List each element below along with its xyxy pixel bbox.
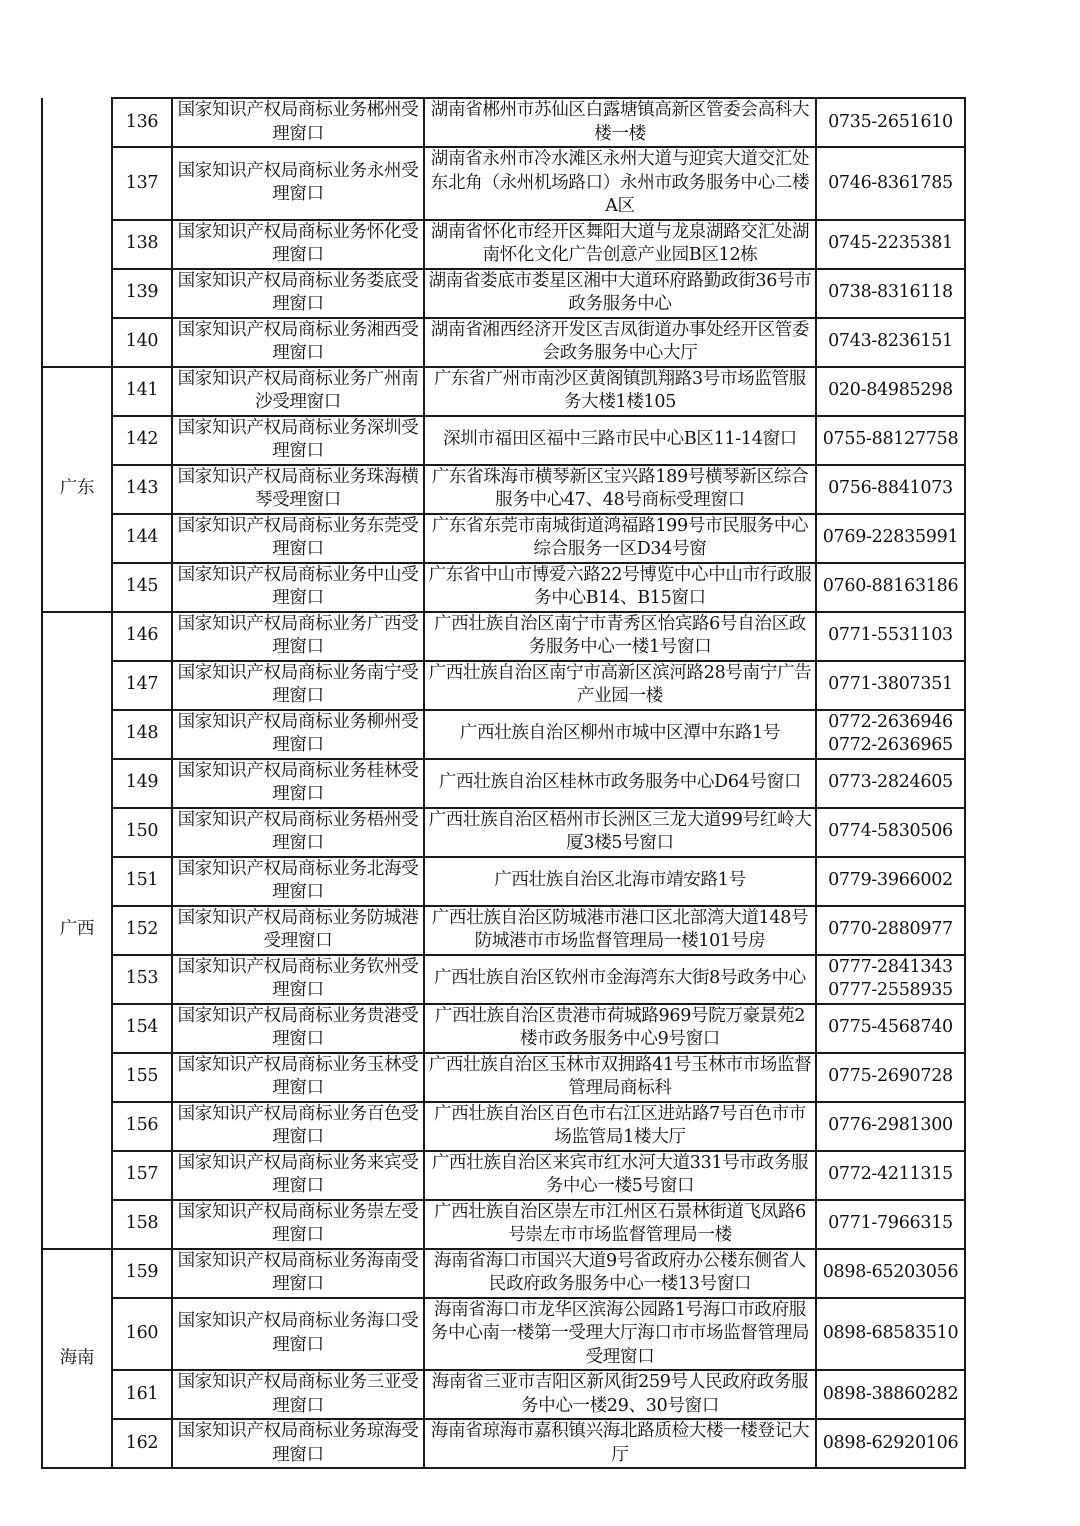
phone-number: 0746-8361785 bbox=[828, 172, 953, 193]
phone-cell bbox=[816, 1419, 965, 1468]
phone-number: 020-84985298 bbox=[828, 380, 953, 401]
phone-cell bbox=[816, 269, 965, 318]
office-name-cell: 国家知识产权局商标业务广西受理窗口 bbox=[172, 612, 424, 661]
phone-number: 0775-4568740 bbox=[828, 1017, 953, 1038]
address-cell: 湖南省湘西经济开发区吉凤街道办事处经开区管委会政务服务中心大厅 bbox=[424, 318, 816, 367]
phone-number: 0898-38860282 bbox=[822, 1383, 959, 1404]
address-cell: 广东省东莞市南城街道鸿福路199号市民服务中心综合服务一区D34号窗 bbox=[424, 514, 816, 563]
row-number-cell: 160 bbox=[112, 1298, 172, 1371]
address-cell: 广西壮族自治区崇左市江州区石景林街道飞凤路6号崇左市市场监督管理局一楼 bbox=[424, 1200, 816, 1249]
phone-cell bbox=[816, 808, 965, 857]
office-name-cell: 国家知识产权局商标业务钦州受理窗口 bbox=[172, 955, 424, 1004]
phone-number: 0771-3807351 bbox=[828, 674, 953, 695]
table-body bbox=[42, 98, 965, 1468]
table-row bbox=[42, 465, 965, 514]
phone-cell bbox=[816, 955, 965, 1004]
row-number-cell: 151 bbox=[112, 857, 172, 906]
office-name-cell: 国家知识产权局商标业务深圳受理窗口 bbox=[172, 416, 424, 465]
row-number-cell: 149 bbox=[112, 759, 172, 808]
row-number-cell: 148 bbox=[112, 710, 172, 759]
province-cell bbox=[42, 98, 112, 367]
office-name-cell: 国家知识产权局商标业务琼海受理窗口 bbox=[172, 1419, 424, 1468]
phone-number: 0760-88163186 bbox=[822, 576, 959, 597]
phone-cell bbox=[816, 1053, 965, 1102]
phone-cell bbox=[816, 514, 965, 563]
row-number-cell: 158 bbox=[112, 1200, 172, 1249]
address-cell: 广西壮族自治区北海市靖安路1号 bbox=[424, 857, 816, 906]
office-name-cell: 国家知识产权局商标业务梧州受理窗口 bbox=[172, 808, 424, 857]
address-cell: 海南省海口市国兴大道9号省政府办公楼东侧省人民政府政务服务中心一楼13号窗口 bbox=[424, 1249, 816, 1298]
table-row bbox=[42, 906, 965, 955]
row-number-cell: 156 bbox=[112, 1102, 172, 1151]
office-name-cell: 国家知识产权局商标业务怀化受理窗口 bbox=[172, 220, 424, 269]
office-name-cell: 国家知识产权局商标业务郴州受理窗口 bbox=[172, 98, 424, 147]
row-number-cell: 140 bbox=[112, 318, 172, 367]
table-row bbox=[42, 1298, 965, 1371]
row-number-cell: 146 bbox=[112, 612, 172, 661]
phone-cell bbox=[816, 906, 965, 955]
row-number-cell: 147 bbox=[112, 661, 172, 710]
row-number-cell: 138 bbox=[112, 220, 172, 269]
phone-number: 0756-8841073 bbox=[828, 478, 953, 499]
row-number-cell: 154 bbox=[112, 1004, 172, 1053]
office-name-cell: 国家知识产权局商标业务三亚受理窗口 bbox=[172, 1370, 424, 1419]
table-row bbox=[42, 857, 965, 906]
address-cell: 广东省广州市南沙区黄阁镇凯翔路3号市场监管服务大楼1楼105 bbox=[424, 367, 816, 416]
table-row bbox=[42, 367, 965, 416]
phone-cell bbox=[816, 759, 965, 808]
row-number-cell: 136 bbox=[112, 98, 172, 147]
row-number-cell: 162 bbox=[112, 1419, 172, 1468]
phone-cell bbox=[816, 563, 965, 612]
row-number-cell: 144 bbox=[112, 514, 172, 563]
table-row bbox=[42, 955, 965, 1004]
address-cell: 湖南省娄底市娄星区湘中大道环府路勤政街36号市政务服务中心 bbox=[424, 269, 816, 318]
table-row bbox=[42, 1004, 965, 1053]
table-row bbox=[42, 1200, 965, 1249]
office-name-cell: 国家知识产权局商标业务百色受理窗口 bbox=[172, 1102, 424, 1151]
office-name-cell: 国家知识产权局商标业务来宾受理窗口 bbox=[172, 1151, 424, 1200]
row-number-cell: 157 bbox=[112, 1151, 172, 1200]
phone-cell bbox=[816, 220, 965, 269]
address-cell: 广西壮族自治区玉林市双拥路41号玉林市市场监督管理局商标科 bbox=[424, 1053, 816, 1102]
row-number-cell: 153 bbox=[112, 955, 172, 1004]
phone-cell bbox=[816, 1151, 965, 1200]
office-name-cell: 国家知识产权局商标业务珠海横琴受理窗口 bbox=[172, 465, 424, 514]
office-name-cell: 国家知识产权局商标业务防城港受理窗口 bbox=[172, 906, 424, 955]
trademark-window-table bbox=[41, 97, 966, 1469]
address-cell: 海南省三亚市吉阳区新风街259号人民政府政务服务中心一楼29、30号窗口 bbox=[424, 1370, 816, 1419]
phone-number: 0775-2690728 bbox=[828, 1066, 953, 1087]
row-number-cell: 152 bbox=[112, 906, 172, 955]
phone-cell bbox=[816, 1298, 965, 1371]
table-row bbox=[42, 98, 965, 147]
address-cell: 海南省琼海市嘉积镇兴海北路质检大楼一楼登记大厅 bbox=[424, 1419, 816, 1468]
table-row bbox=[42, 269, 965, 318]
table-row bbox=[42, 710, 965, 759]
address-cell: 湖南省郴州市苏仙区白露塘镇高新区管委会高科大楼一楼 bbox=[424, 98, 816, 147]
phone-number: 0777-2558935 bbox=[828, 980, 953, 1000]
table-row bbox=[42, 563, 965, 612]
phone-number: 0776-2981300 bbox=[828, 1115, 953, 1136]
phone-number: 0743-8236151 bbox=[828, 331, 953, 352]
table-row bbox=[42, 612, 965, 661]
phone-number: 0777-2841343 bbox=[828, 956, 953, 977]
phone-cell bbox=[816, 1102, 965, 1151]
address-cell: 海南省海口市龙华区滨海公园路1号海口市政府服务中心南一楼第一受理大厅海口市市场监督管理局受理窗口 bbox=[424, 1298, 816, 1371]
province-cell: 海南 bbox=[42, 1249, 112, 1469]
table-row bbox=[42, 661, 965, 710]
address-cell: 广东省中山市博爱六路22号博览中心中山市行政服务中心B14、B15窗口 bbox=[424, 563, 816, 612]
phone-number: 0738-8316118 bbox=[828, 282, 953, 303]
phone-cell bbox=[816, 612, 965, 661]
address-cell: 广西壮族自治区柳州市城中区潭中东路1号 bbox=[424, 710, 816, 759]
phone-number: 0773-2824605 bbox=[828, 772, 953, 793]
phone-number: 0745-2235381 bbox=[828, 233, 953, 254]
table-row bbox=[42, 1370, 965, 1419]
address-cell: 广西壮族自治区贵港市荷城路969号院万豪景苑2楼市政务服务中心9号窗口 bbox=[424, 1004, 816, 1053]
office-name-cell: 国家知识产权局商标业务桂林受理窗口 bbox=[172, 759, 424, 808]
address-cell: 广西壮族自治区百色市右江区进站路7号百色市市场监管局1楼大厅 bbox=[424, 1102, 816, 1151]
row-number-cell: 159 bbox=[112, 1249, 172, 1298]
phone-cell bbox=[816, 367, 965, 416]
office-name-cell: 国家知识产权局商标业务娄底受理窗口 bbox=[172, 269, 424, 318]
province-cell: 广西 bbox=[42, 612, 112, 1249]
table-row bbox=[42, 1419, 965, 1468]
row-number-cell: 141 bbox=[112, 367, 172, 416]
phone-cell bbox=[816, 1200, 965, 1249]
phone-number: 0772-4211315 bbox=[828, 1164, 953, 1185]
office-name-cell: 国家知识产权局商标业务中山受理窗口 bbox=[172, 563, 424, 612]
office-name-cell: 国家知识产权局商标业务东莞受理窗口 bbox=[172, 514, 424, 563]
office-name-cell: 国家知识产权局商标业务湘西受理窗口 bbox=[172, 318, 424, 367]
table-row bbox=[42, 318, 965, 367]
phone-cell bbox=[816, 416, 965, 465]
row-number-cell: 142 bbox=[112, 416, 172, 465]
phone-cell bbox=[816, 318, 965, 367]
table-row bbox=[42, 514, 965, 563]
address-cell: 广西壮族自治区钦州市金海湾东大街8号政务中心 bbox=[424, 955, 816, 1004]
phone-cell bbox=[816, 1370, 965, 1419]
table-row bbox=[42, 1102, 965, 1151]
row-number-cell: 137 bbox=[112, 147, 172, 220]
phone-cell bbox=[816, 98, 965, 147]
row-number-cell: 150 bbox=[112, 808, 172, 857]
phone-number: 0774-5830506 bbox=[828, 821, 953, 842]
address-cell: 广西壮族自治区来宾市红水河大道331号市政务服务中心一楼5号窗口 bbox=[424, 1151, 816, 1200]
phone-number: 0898-65203056 bbox=[822, 1262, 959, 1283]
address-cell: 广西壮族自治区梧州市长洲区三龙大道99号红岭大厦3楼5号窗口 bbox=[424, 808, 816, 857]
phone-number: 0770-2880977 bbox=[828, 919, 953, 940]
row-number-cell: 155 bbox=[112, 1053, 172, 1102]
phone-cell bbox=[816, 147, 965, 220]
phone-number: 0771-7966315 bbox=[828, 1213, 953, 1234]
row-number-cell: 161 bbox=[112, 1370, 172, 1419]
phone-number: 0755-88127758 bbox=[822, 429, 959, 450]
phone-number: 0735-2651610 bbox=[828, 111, 953, 132]
address-cell: 广西壮族自治区桂林市政务服务中心D64号窗口 bbox=[424, 759, 816, 808]
office-name-cell: 国家知识产权局商标业务玉林受理窗口 bbox=[172, 1053, 424, 1102]
table-row bbox=[42, 220, 965, 269]
phone-cell bbox=[816, 1004, 965, 1053]
phone-number: 0772-2636965 bbox=[828, 735, 953, 755]
phone-number: 0898-68583510 bbox=[822, 1323, 959, 1343]
row-number-cell: 145 bbox=[112, 563, 172, 612]
phone-cell bbox=[816, 1249, 965, 1298]
table-row bbox=[42, 416, 965, 465]
phone-cell bbox=[816, 465, 965, 514]
phone-number: 0898-62920106 bbox=[822, 1432, 959, 1453]
table-row bbox=[42, 759, 965, 808]
address-cell: 广西壮族自治区南宁市青秀区怡宾路6号自治区政务服务中心一楼1号窗口 bbox=[424, 612, 816, 661]
address-cell: 湖南省永州市冷水滩区永州大道与迎宾大道交汇处东北角（永州机场路口）永州市政务服务中心二楼A区 bbox=[424, 147, 816, 220]
phone-number: 0771-5531103 bbox=[828, 625, 953, 646]
row-number-cell: 143 bbox=[112, 465, 172, 514]
office-name-cell: 国家知识产权局商标业务南宁受理窗口 bbox=[172, 661, 424, 710]
office-name-cell: 国家知识产权局商标业务柳州受理窗口 bbox=[172, 710, 424, 759]
office-name-cell: 国家知识产权局商标业务北海受理窗口 bbox=[172, 857, 424, 906]
address-cell: 广西壮族自治区防城港市港口区北部湾大道148号防城港市市场监督管理局一楼101号房 bbox=[424, 906, 816, 955]
office-name-cell: 国家知识产权局商标业务广州南沙受理窗口 bbox=[172, 367, 424, 416]
table-row bbox=[42, 147, 965, 220]
phone-number: 0769-22835991 bbox=[822, 527, 959, 548]
province-cell: 广东 bbox=[42, 367, 112, 612]
address-cell: 广西壮族自治区南宁市高新区滨河路28号南宁广告产业园一楼 bbox=[424, 661, 816, 710]
address-cell: 广东省珠海市横琴新区宝兴路189号横琴新区综合服务中心47、48号商标受理窗口 bbox=[424, 465, 816, 514]
row-number-cell: 139 bbox=[112, 269, 172, 318]
address-cell: 湖南省怀化市经开区舞阳大道与龙泉湖路交汇处湖南怀化文化广告创意产业园B区12栋 bbox=[424, 220, 816, 269]
address-cell: 深圳市福田区福中三路市民中心B区11-14窗口 bbox=[424, 416, 816, 465]
office-name-cell: 国家知识产权局商标业务贵港受理窗口 bbox=[172, 1004, 424, 1053]
table-row bbox=[42, 808, 965, 857]
office-name-cell: 国家知识产权局商标业务海口受理窗口 bbox=[172, 1298, 424, 1371]
phone-cell bbox=[816, 661, 965, 710]
phone-number: 0772-2636946 bbox=[828, 711, 953, 732]
table-row bbox=[42, 1249, 965, 1298]
office-name-cell: 国家知识产权局商标业务海南受理窗口 bbox=[172, 1249, 424, 1298]
office-name-cell: 国家知识产权局商标业务永州受理窗口 bbox=[172, 147, 424, 220]
phone-number: 0779-3966002 bbox=[828, 870, 953, 891]
table-row bbox=[42, 1053, 965, 1102]
office-name-cell: 国家知识产权局商标业务崇左受理窗口 bbox=[172, 1200, 424, 1249]
phone-cell bbox=[816, 857, 965, 906]
table-row bbox=[42, 1151, 965, 1200]
phone-cell bbox=[816, 710, 965, 759]
